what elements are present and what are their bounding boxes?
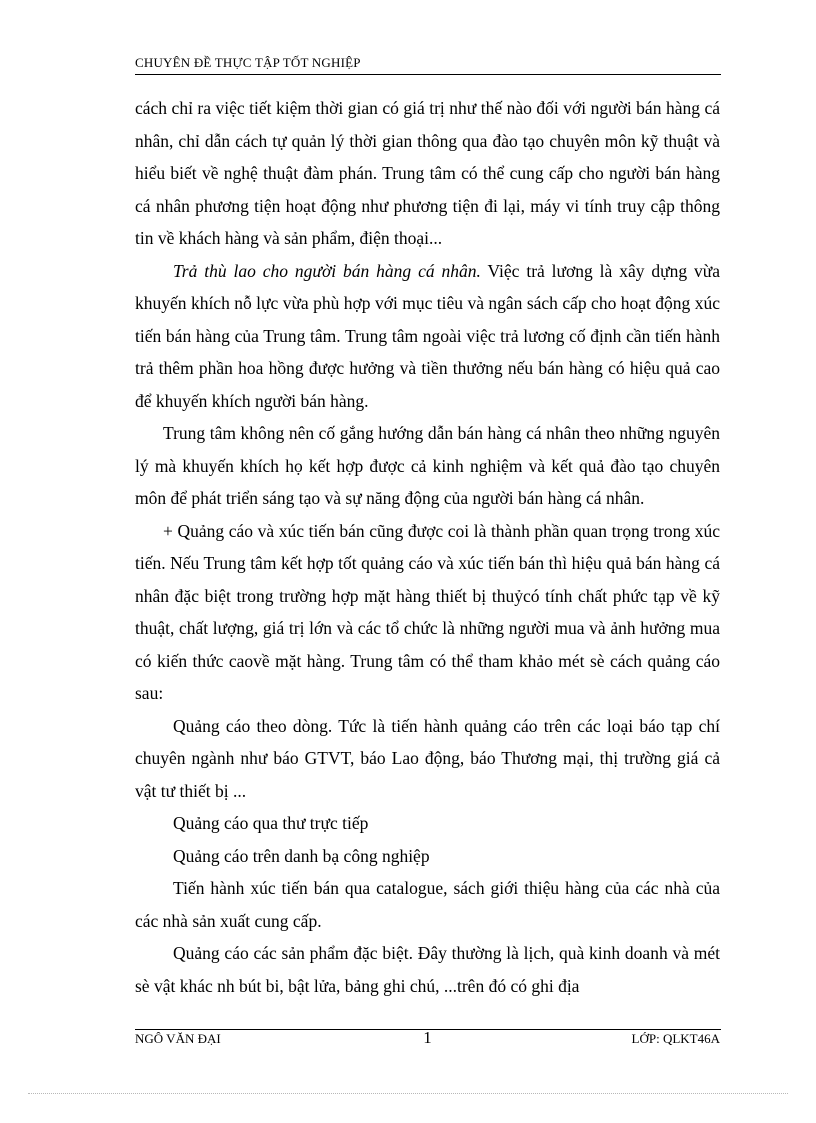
paragraph-3: Trung tâm không nên cố gắng hướng dẫn bán hàng cá nhân theo những nguyên lý mà khuyến khích họ kết hợp được cả kinh nghiệm và kết quả đào tạo chuyên môn để phát triển sáng tạo và sự năng động của người bán hàng cá nhân. [135,423,720,508]
footer-author: NGÔ VĂN ĐẠI [135,1031,221,1046]
paragraph-2 [135,255,720,418]
paragraph-8: Tiến hành xúc tiến bán qua catalogue, sách giới thiệu hàng của các nhà của các nhà sản xuất cung cấp. [135,878,720,931]
header-divider [135,74,721,75]
paragraph-9: Quảng cáo các sản phẩm đặc biệt. Đây thường là lịch, quà kinh doanh và mét sè vật khác nh bút bi, bật lửa, bảng ghi chú, ...trên đó có ghi địa [135,943,720,996]
document-body [135,92,720,1002]
page-bottom-border [28,1093,788,1094]
paragraph-7: Quảng cáo trên danh bạ công nghiệp [173,845,430,866]
paragraph-1: cách chỉ ra việc tiết kiệm thời gian có giá trị như thế nào đối với người bán hàng cá nhân, chỉ dẫn cách tự quản lý thời gian thông qua đào tạo chuyên môn kỹ thuật và hiểu biết về nghệ thuật đàm phán. Trung tâm có thể cung cấp cho người bán hàng cá nhân phương tiện hoạt động như phương tiện đi lại, máy vi tính truy cập thông tin về khách hàng và sản phẩm, điện thoại... [135,98,720,248]
paragraph-2-text: Việc trả lương là xây dựng vừa khuyến khích nỗ lực vừa phù hợp với mục tiêu và ngân sách cấp cho hoạt động xúc tiến bán hàng của Trung tâm. Trung tâm ngoài việc trả lương cố định cần tiến hành trả thêm phần hoa hồng được hưởng và tiền thưởng nếu bán hàng có hiệu quả cao để khuyến khích người bán hàng. [135,260,720,411]
paragraph-4: + Quảng cáo và xúc tiến bán cũng được coi là thành phần quan trọng trong xúc tiến. Nếu Trung tâm kết hợp tốt quảng cáo và xúc tiến bán thì hiệu quả bán hàng cá nhân đặc biệt trong trường hợp mặt hàng thiết bị thuỷcó tính chất phức tạp về kỹ thuật, chất lượng, giá trị lớn và các tổ chức là những người mua và ảnh hưởng mua có kiến thức caovề mặt hàng. Trung tâm có thể tham khảo mét sè cách quảng cáo sau: [135,520,720,703]
paragraph-6: Quảng cáo qua thư trực tiếp [173,813,369,833]
page-footer [135,1028,720,1049]
paragraph-2-heading: Trả thù lao cho người bán hàng cá nhân. [173,260,481,281]
page-number: 1 [423,1028,432,1047]
page-header: CHUYÊN ĐỀ THỰC TẬP TỐT NGHIỆP [135,55,361,70]
paragraph-5: Quảng cáo theo dòng. Tức là tiến hành quảng cáo trên các loại báo tạp chí chuyên ngành như báo GTVT, báo Lao động, báo Thương mại, thị trường giá cả vật tư thiết bị ... [135,715,720,801]
footer-class: LỚP: QLKT46A [631,1031,720,1046]
